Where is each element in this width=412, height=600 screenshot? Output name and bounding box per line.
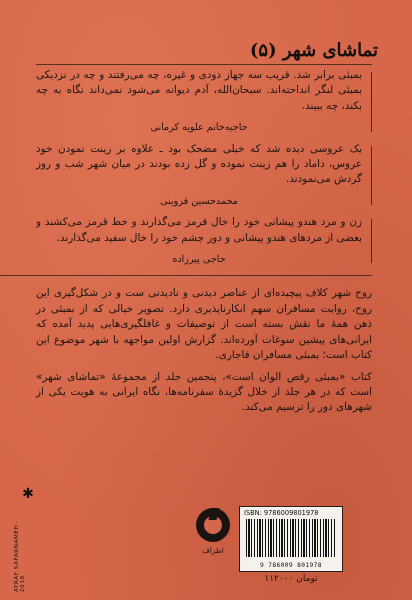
series-logo-icon: ✱ (22, 486, 34, 502)
back-cover-text (36, 68, 372, 422)
isbn-label: ISBN: 9786009801978 (244, 509, 319, 517)
quote-block (36, 142, 372, 210)
quote-block (36, 68, 372, 136)
quote-text: زن و مرد هندو پیشانی خود را خال قرمز می‌گذارند و خط قرمز می‌کشند و بعضی از مردهای هندو پیشانی و دور چشم خود را خال سفید می‌گذارند. (36, 216, 362, 244)
description-paragraph: روح شهر کلاف پیچیده‌ای از عناصر دیدنی و نادیدنی ست و در شکل‌گیری این روح، روایت مسافران سهم انکارناپذیری دارد. تصویر خیالی که از بمبئی در ذهن همهٔ ما نقش بسته است از توصیفات و غافلگیری‌هایی پدید آمده که ایرانی‌های پیشین سوغات آورده‌اند. گزارش اولین مواجهه با شهر موضوع این کتاب است؛ بمبئی مسافران قاجاری. (36, 287, 372, 362)
publisher-name: اطراف (202, 546, 224, 555)
quote-author: محمدحسین قزوینی (160, 195, 238, 207)
barcode-icon (246, 519, 336, 557)
quote-text: یک عروسی دیده شد که خیلی مضحک بود ـ علاوه بر زینت نمودن خود عروس، داماد را هم زینت نموده و گل زده بودند در میان شهر شب و روز گردش می‌نمودند. (36, 142, 362, 186)
book-title: تماشای شهر (۵) (249, 40, 378, 61)
quote-block (36, 215, 372, 267)
section-divider (0, 275, 372, 276)
isbn-box (239, 506, 343, 572)
description-paragraph: کتاب «بمبئی رقص الوان است»، پنجمین جلد از مجموعهٔ «تماشای شهر» است که در هر جلد از خلال گزیدهٔ سفرنامه‌ها، نگاه ایرانی به هویت یکی از شهرهای دور را ترسیم می‌کند. (36, 370, 372, 414)
quote-author: حاجی پیرزاده (172, 254, 226, 266)
price-label: ۱۱۲۰۰۰ تومان (264, 574, 318, 584)
quote-author: حاجیه‌خانم علویه کرمانی (150, 122, 248, 134)
quote-bar (371, 219, 372, 263)
isbn-digits: 9 786009 801978 (260, 562, 322, 569)
title-rule (36, 64, 372, 65)
publisher-logo-icon (196, 508, 230, 542)
quote-text: بمبئی برابر شد. قریب سه جهاز دودی و غیره، چه می‌رفتند و چه در نزدیکی بمبئی لنگر انداخته‌اند. سبحان‌الله، آدم دیوانه می‌شود نمی‌داند نگاه به چه بکند، چه ببیند. (36, 69, 362, 112)
series-caption: ATRAF SAFARNAMEH · 2018 (14, 519, 26, 592)
quote-bar (371, 72, 372, 132)
quote-bar (371, 146, 372, 206)
